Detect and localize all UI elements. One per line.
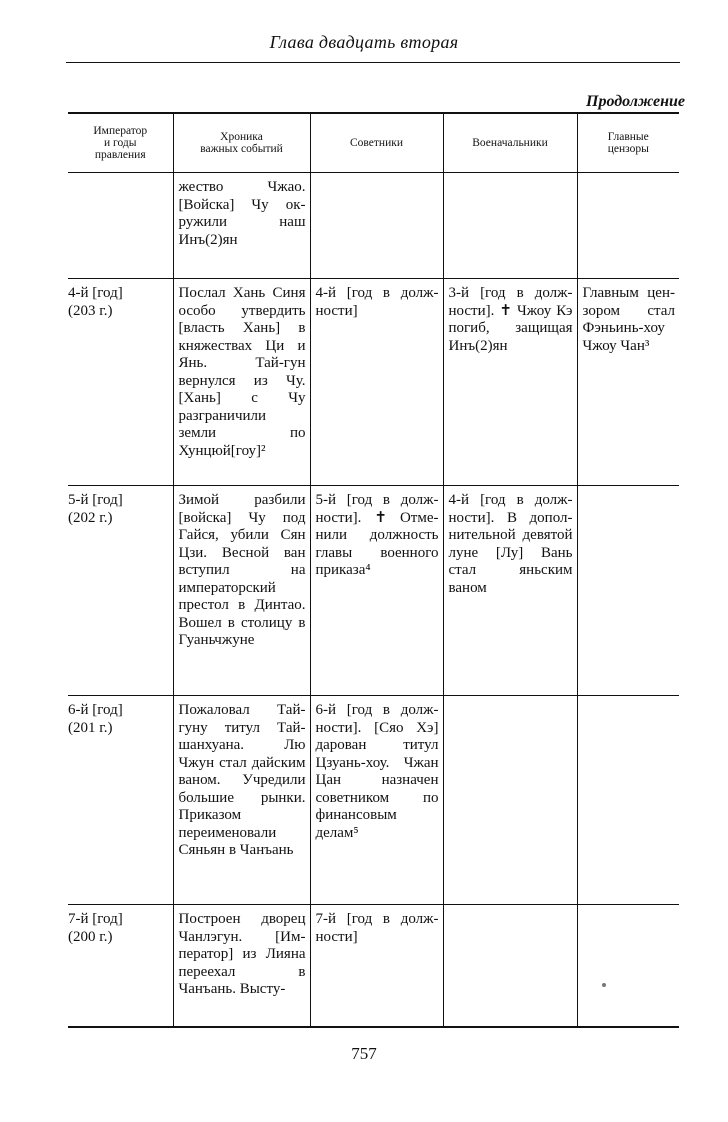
column-header-advisors: Советники	[310, 113, 443, 173]
cell-advisors: 4-й [год в должности]	[310, 279, 443, 486]
cell-advisors: 6-й [год в должности]. [Сяо Хэ] дарован титул Цзуань-хоу. Чжан Цан назначен советником по финансовым делам⁵	[310, 696, 443, 905]
cell-censors	[577, 173, 679, 279]
cell-events: Пожаловал Тайгуну титул Тайшанхуана. Лю Чжун стал дайским ваном. Учредили большие рынки. Приказом переименовали Сяньян в Чанъань	[173, 696, 310, 905]
cell-year	[68, 173, 173, 279]
cell-events: Зимой разбили [войска] Чу под Гайся, убили Сян Цзи. Весной ван вступил на императорский престол в Динтао. Вошел в столицу в Гуаньчжуне	[173, 486, 310, 696]
cell-censors	[577, 696, 679, 905]
cell-advisors: 7-й [год в должности]	[310, 905, 443, 1027]
header-rule	[66, 62, 680, 63]
cell-commanders: 4-й [год в должности]. В дополнительной девятой луне [Лу] Вань стал яньским ваном	[443, 486, 577, 696]
cell-events: Построен дворец Чанлэгун. [Император] из Лияна переехал в Чанъань. Высту-	[173, 905, 310, 1027]
table-row	[68, 905, 679, 1027]
cell-year: 4-й [год] (203 г.)	[68, 279, 173, 486]
cell-censors	[577, 905, 679, 1027]
running-head: Глава двадцать вторая	[269, 32, 459, 52]
cell-year: 7-й [год] (200 г.)	[68, 905, 173, 1027]
pencil-mark	[602, 983, 606, 987]
cell-commanders	[443, 696, 577, 905]
cell-commanders	[443, 173, 577, 279]
chronology-table	[68, 112, 679, 1028]
cell-events: жество Чжао. [Войска] Чу окружили наш Инъ(2)ян	[173, 173, 310, 279]
table-row	[68, 696, 679, 905]
cell-events: Послал Хань Синя особо утвердить [власть Хань] в княжествах Ци и Янь. Тай-гун вернулся из Чу. [Хань] с Чу разграничили земли по Хунцюй[гоу]²	[173, 279, 310, 486]
table-row	[68, 486, 679, 696]
table-row	[68, 173, 679, 279]
page-number: 757	[351, 1044, 377, 1063]
cell-commanders	[443, 905, 577, 1027]
column-header-commanders: Военачальники	[443, 113, 577, 173]
table-row	[68, 279, 679, 486]
column-header-censors: Главные цензоры	[577, 113, 679, 173]
column-header-chronicle: Хроника важных событий	[173, 113, 310, 173]
cell-censors	[577, 486, 679, 696]
table-header-row	[68, 113, 679, 173]
continuation-label: Продолжение	[586, 93, 685, 110]
cell-advisors: 5-й [год в должности]. ✝ Отменили должность главы военного приказа⁴	[310, 486, 443, 696]
cell-commanders: 3-й [год в должности]. ✝ Чжоу Кэ погиб, защищая Инъ(2)ян	[443, 279, 577, 486]
cell-year: 6-й [год] (201 г.)	[68, 696, 173, 905]
cell-advisors	[310, 173, 443, 279]
cell-year: 5-й [год] (202 г.)	[68, 486, 173, 696]
column-header-emperor: Император и годы правления	[68, 113, 173, 173]
cell-censors: Главным цензором стал Фэньинь-хоу Чжоу Чан³	[577, 279, 679, 486]
